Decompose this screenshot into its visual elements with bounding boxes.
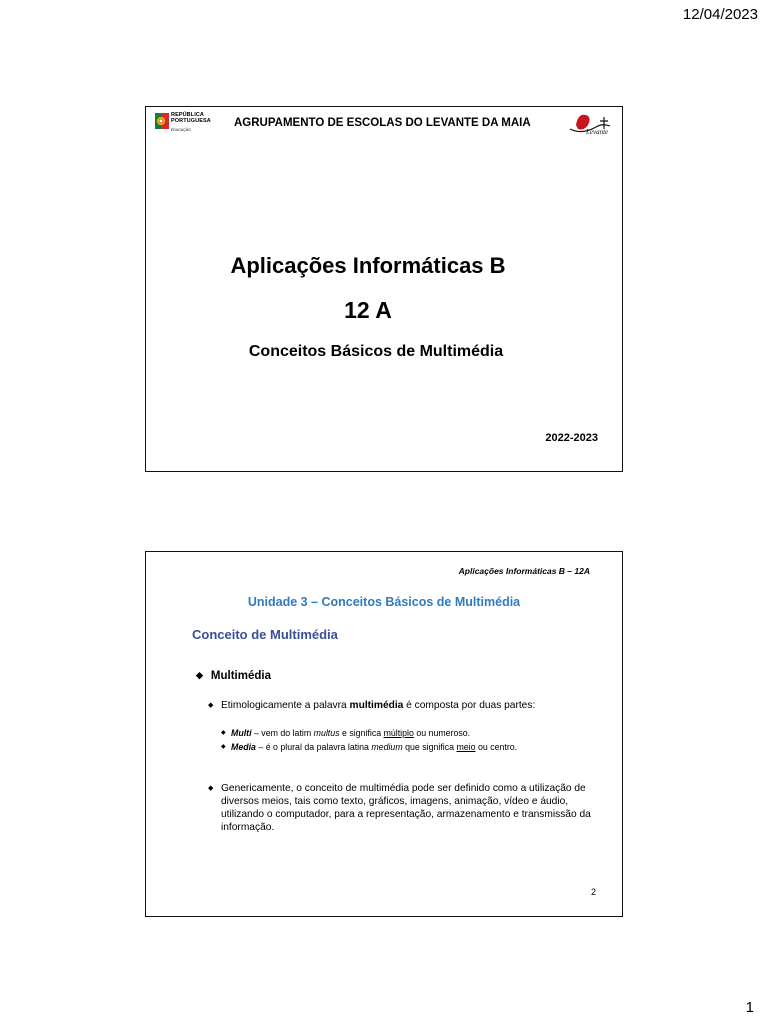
- slide-page-number: 2: [590, 887, 596, 897]
- slide-1: [145, 106, 623, 472]
- school-year: 2022-2023: [545, 432, 598, 444]
- school-name: AGRUPAMENTO DE ESCOLAS DO LEVANTE DA MAIA: [234, 117, 531, 129]
- school-logo-text: Levante: [586, 128, 609, 136]
- concept-heading: Conceito de Multimédia: [192, 627, 338, 642]
- slide-header: Aplicações Informáticas B – 12A: [458, 566, 590, 576]
- diamond-bullet-icon: ◆: [221, 730, 226, 736]
- media-definition: ◆ Media – é o plural da palavra latina medium que significa meio ou centro.: [221, 742, 518, 752]
- slide-2: [145, 551, 623, 917]
- subject-title: Aplicações Informáticas B: [230, 253, 506, 278]
- coat-of-arms-icon: [155, 113, 169, 129]
- gov-logo-sub: EDUCAÇÃO: [171, 128, 191, 132]
- levante-school-logo: [566, 109, 614, 137]
- gov-logo-line1: REPÚBLICA: [171, 112, 204, 118]
- print-date: 12/04/2023: [682, 6, 758, 23]
- main-bullet: [196, 670, 271, 682]
- main-bullet-label: Multimédia: [210, 670, 271, 682]
- unit-title: Unidade 3 – Conceitos Básicos de Multimédia: [247, 595, 521, 609]
- etymology-paragraph: ◆ Etimologicamente a palavra multimédia é composta por duas partes:: [208, 700, 536, 711]
- class-title: 12 A: [344, 297, 392, 323]
- multi-definition: ◆ Multi – vem do latim multus e significa múltiplo ou numeroso.: [221, 728, 471, 738]
- diamond-bullet-icon: ◆: [208, 785, 214, 792]
- topic-title: Conceitos Básicos de Multimédia: [248, 343, 504, 360]
- definition-paragraph: ◆ Genericamente, o conceito de multimédia pode ser definido como a utilização de diversos meios, tais como texto, gráficos, imagens, animação, vídeo e áudio, utilizando o computador, para a representação, armazenamento e transmissão da informação.: [208, 783, 591, 833]
- republica-portuguesa-logo: [155, 112, 217, 138]
- diamond-bullet-icon: ◆: [208, 702, 214, 709]
- diamond-bullet-icon: ◆: [221, 744, 226, 750]
- diamond-bullet-icon: ◆: [196, 670, 203, 680]
- gov-logo-line2: PORTUGUESA: [171, 118, 211, 124]
- page-number: 1: [745, 999, 754, 1016]
